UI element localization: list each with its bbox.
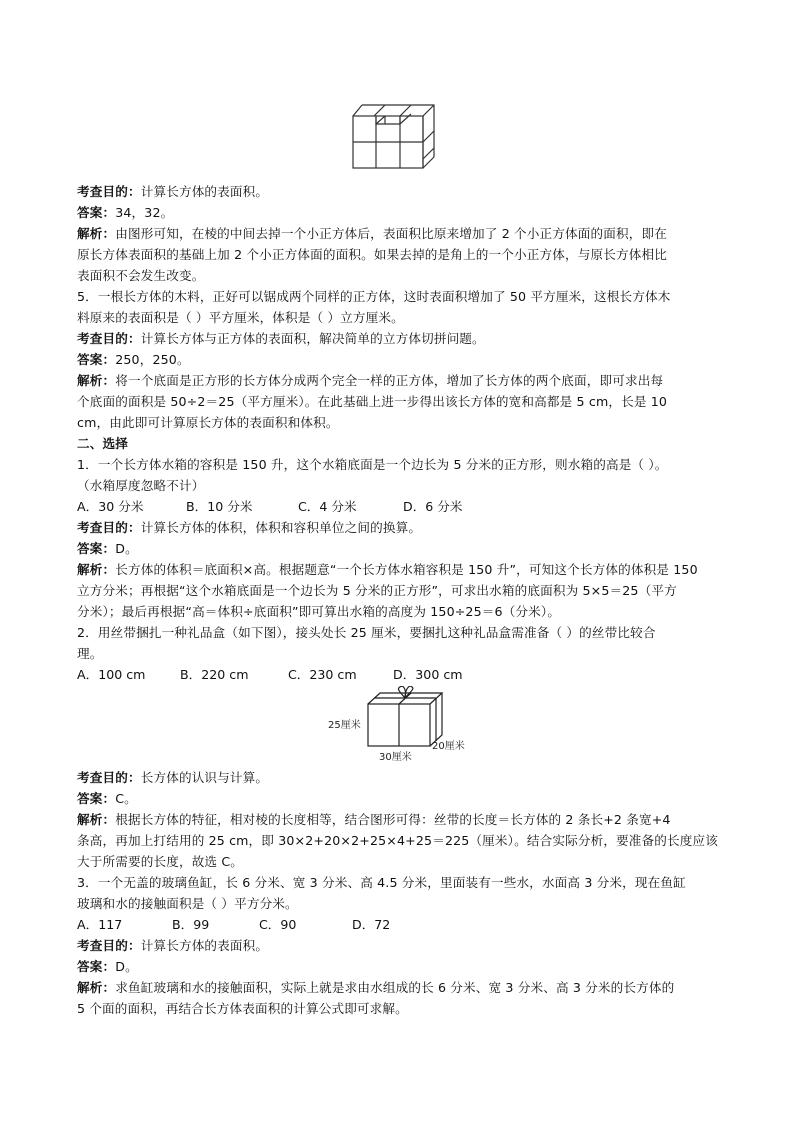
question-text: 理。 <box>77 646 103 661</box>
answer-line <box>77 791 137 807</box>
option-b: B．10 分米 <box>186 499 253 514</box>
analysis-line <box>77 373 663 389</box>
analysis-line: 分米）；最后再根据“高＝体积÷底面积”即可算出水箱的高度为 150÷25＝6（分米）。 <box>77 604 561 619</box>
answer-line <box>77 541 138 557</box>
purpose-text: 计算长方体与正方体的表面积，解决简单的立方体切拼问题。 <box>140 331 485 346</box>
analysis-text: 将一个底面是正方形的长方体分成两个完全一样的正方体，增加了长方体的两个底面，即可求出每 <box>115 373 664 388</box>
question-text: 5．一根长方体的木料，正好可以锯成两个同样的正方体，这时表面积增加了 50 平方厘米，这根长方体木 <box>77 289 671 304</box>
gift-box-figure <box>326 686 476 768</box>
analysis-line <box>77 562 698 578</box>
analysis-line <box>77 226 667 242</box>
analysis-label: 解析： <box>77 562 116 577</box>
question-text: 3．一个无盖的玻璃鱼缸，长 6 分米、宽 3 分米、高 4.5 分米，里面装有一些水，水面高 3 分米，现在鱼缸 <box>77 875 686 890</box>
analysis-line: 立方分米；再根据“这个水箱底面是一个边长为 5 分米的正方形”，可求出水箱的底面积为 5×5＝25（平方 <box>77 583 677 598</box>
purpose-text: 计算长方体的表面积。 <box>140 938 269 953</box>
answer-label: 答案： <box>77 352 116 367</box>
analysis-label: 解析： <box>77 980 116 995</box>
option-c: C．230 cm <box>288 667 357 682</box>
analysis-label: 解析： <box>77 812 116 827</box>
option-d: D．72 <box>352 917 391 932</box>
analysis-line: 表面积不会发生改变。 <box>77 268 205 283</box>
answer-text: D。 <box>115 959 138 974</box>
option-a: A．100 cm <box>77 667 146 682</box>
answer-label: 答案： <box>77 959 116 974</box>
answer-text: 250，250。 <box>115 352 190 367</box>
figure-label-width: 20厘米 <box>432 741 465 752</box>
purpose-label: 考查目的： <box>77 938 141 953</box>
analysis-line: 条高，再加上打结用的 25 cm，即 30×2+20×2+25×4+25＝225（厘米）。结合实际分析，要准备的长度应该 <box>77 833 719 848</box>
analysis-line: 大于所需要的长度，故选 C。 <box>77 854 244 869</box>
purpose-line <box>77 331 485 347</box>
option-a: A．117 <box>77 917 123 932</box>
question-text: 料原来的表面积是（ ）平方厘米，体积是（ ）立方厘米。 <box>77 310 404 325</box>
figure-label-length: 30厘米 <box>379 752 412 763</box>
option-a: A．30 分米 <box>77 499 144 514</box>
option-c: C．90 <box>259 917 297 932</box>
purpose-line <box>77 184 268 200</box>
analysis-label: 解析： <box>77 226 116 241</box>
purpose-line <box>77 770 268 786</box>
section-title: 二、选择 <box>77 436 128 451</box>
purpose-line <box>77 520 421 536</box>
option-d: D．6 分米 <box>403 499 463 514</box>
option-b: B．220 cm <box>180 667 249 682</box>
question-text: 玻璃和水的接触面积是（ ）平方分米。 <box>77 896 298 911</box>
question-text: 2．用丝带捆扎一种礼品盒（如下图），接头处长 25 厘米，要捆扎这种礼品盒需准备（ ）的丝带比较合 <box>77 625 656 640</box>
analysis-line: 5 个面的面积，再结合长方体表面积的计算公式即可求解。 <box>77 1001 408 1016</box>
answer-label: 答案： <box>77 541 116 556</box>
analysis-text: 由图形可知，在棱的中间去掉一个小正方体后，表面积比原来增加了 2 个小正方体面的面积，即在 <box>115 226 667 241</box>
analysis-text: 求鱼缸玻璃和水的接触面积，实际上就是求由水组成的长 6 分米、宽 3 分米、高 3 分米的长方体的 <box>115 980 675 995</box>
purpose-label: 考查目的： <box>77 520 141 535</box>
purpose-label: 考查目的： <box>77 184 141 199</box>
purpose-text: 计算长方体的表面积。 <box>140 184 269 199</box>
answer-line <box>77 205 173 221</box>
question-text: 1．一个长方体水箱的容积是 150 升，这个水箱底面是一个边长为 5 分米的正方形，则水箱的高是（ ）。 <box>77 457 668 472</box>
analysis-text: 长方体的体积＝底面积×高。根据题意“一个长方体水箱容积是 150 升”，可知这个长方体的体积是 150 <box>115 562 698 577</box>
answer-label: 答案： <box>77 205 116 220</box>
analysis-line: 个底面的面积是 50÷2＝25（平方厘米）。在此基础上进一步得出该长方体的宽和高都是 5 cm，长是 10 <box>77 394 668 409</box>
answer-text: D。 <box>115 541 138 556</box>
analysis-line: cm，由此即可计算原长方体的表面积和体积。 <box>77 415 339 430</box>
purpose-line <box>77 938 268 954</box>
answer-text: 34，32。 <box>115 205 174 220</box>
analysis-line <box>77 812 671 828</box>
analysis-line: 原长方体表面积的基础上加 2 个小正方体面的面积。如果去掉的是角上的一个小正方体，与原长方体相比 <box>77 247 667 262</box>
answer-line <box>77 959 138 975</box>
analysis-text: 根据长方体的特征，相对棱的长度相等，结合图形可得：丝带的长度＝长方体的 2 条长+2 条宽+4 <box>115 812 671 827</box>
option-d: D．300 cm <box>393 667 463 682</box>
answer-line <box>77 352 190 368</box>
analysis-label: 解析： <box>77 373 116 388</box>
analysis-line <box>77 980 674 996</box>
purpose-label: 考查目的： <box>77 331 141 346</box>
option-c: C．4 分米 <box>298 499 357 514</box>
figure-label-height: 25厘米 <box>328 720 361 731</box>
purpose-label: 考查目的： <box>77 770 141 785</box>
question-text: （水箱厚度忽略不计） <box>77 478 205 493</box>
cube-stack-figure <box>352 104 438 170</box>
purpose-text: 计算长方体的体积，体积和容积单位之间的换算。 <box>140 520 422 535</box>
option-b: B．99 <box>172 917 210 932</box>
answer-label: 答案： <box>77 791 116 806</box>
purpose-text: 长方体的认识与计算。 <box>140 770 269 785</box>
answer-text: C。 <box>115 791 137 806</box>
